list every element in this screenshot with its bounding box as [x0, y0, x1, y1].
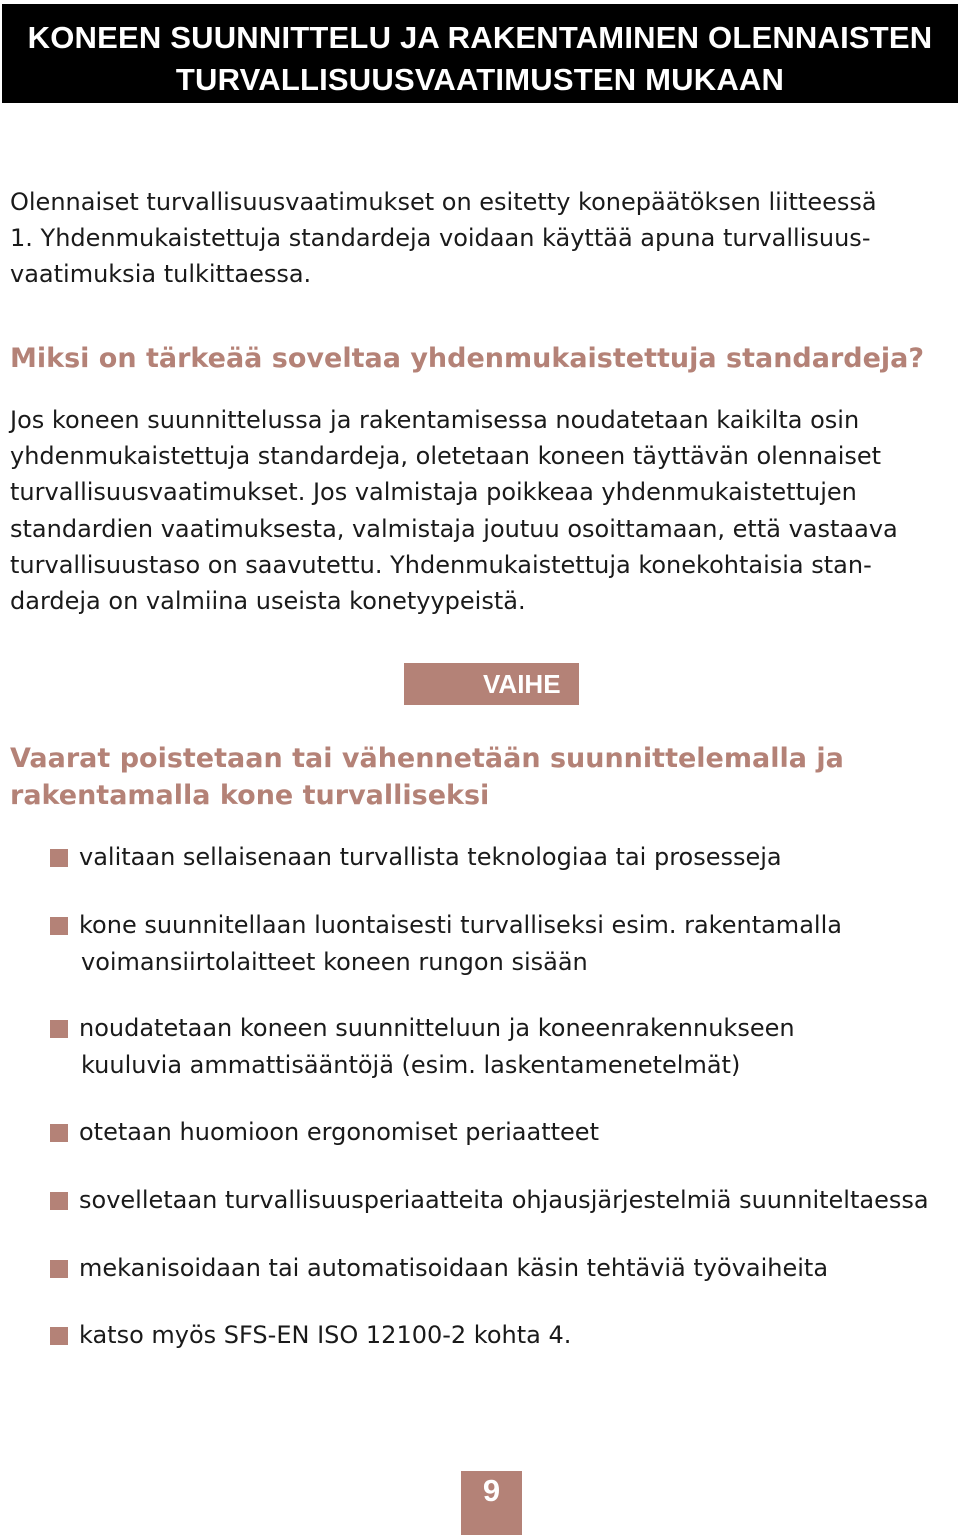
- square-bullet-icon: [50, 1192, 68, 1210]
- list-item-text-continuation: voimansiirtolaitteet koneen rungon sisään: [81, 947, 588, 976]
- square-bullet-icon: [50, 1327, 68, 1345]
- list-item-text: valitaan sellaisenaan turvallista teknologiaa tai prosesseja: [79, 843, 782, 871]
- header-title-line-1: KONEEN SUUNNITTELU JA RAKENTAMINEN OLENNAISTEN: [27, 20, 933, 55]
- intro-line: vaatimuksia tulkittaessa.: [10, 260, 312, 289]
- square-bullet-icon: [50, 1124, 68, 1142]
- page-header: [2, 4, 958, 103]
- square-bullet-icon: [50, 849, 68, 867]
- section2-heading-line: Vaarat poistetaan tai vähennetään suunnittelemalla ja: [10, 743, 844, 774]
- section1-line: yhdenmukaistettuja standardeja, oletetaan koneen täyttävän olennaiset: [10, 442, 882, 471]
- section1-line: standardien vaatimuksesta, valmistaja joutuu osoittamaan, että vastaava: [10, 514, 898, 543]
- list-item-text: katso myös SFS-EN ISO 12100-2 kohta 4.: [79, 1321, 572, 1349]
- list-item-text: noudatetaan koneen suunnitteluun ja koneenrakennukseen: [79, 1014, 795, 1042]
- intro-paragraph: [10, 184, 958, 293]
- section2-heading: [10, 740, 844, 814]
- page-number-box: [461, 1471, 522, 1535]
- page-number: 9: [482, 1473, 501, 1508]
- section1-line: turvallisuusvaatimukset. Jos valmistaja poikkeaa yhdenmukaistettujen: [10, 478, 857, 507]
- intro-line: Olennaiset turvallisuusvaatimukset on esitetty konepäätöksen liitteessä: [10, 188, 877, 216]
- section1-line: turvallisuustaso on saavutettu. Yhdenmukaistettuja konekohtaisia stan-: [10, 550, 872, 579]
- section1-line: Jos koneen suunnittelussa ja rakentamisessa noudatetaan kaikilta osin: [10, 406, 860, 434]
- square-bullet-icon: [50, 1260, 68, 1278]
- section2-heading-line: rakentamalla kone turvalliseksi: [10, 780, 490, 811]
- list-item-text: otetaan huomioon ergonomiset periaatteet: [79, 1118, 599, 1146]
- list-item-text-continuation: kuuluvia ammattisääntöjä (esim. laskentamenetelmät): [81, 1050, 741, 1079]
- intro-line: 1. Yhdenmukaistettuja standardeja voidaan käyttää apuna turvallisuus-: [10, 224, 871, 253]
- list-item-text: kone suunnitellaan luontaisesti turvalliseksi esim. rakentamalla: [79, 911, 842, 939]
- stage-label-box: [404, 663, 579, 705]
- list-item-text: sovelletaan turvallisuusperiaatteita ohjausjärjestelmiä suunniteltaessa: [79, 1186, 929, 1214]
- square-bullet-icon: [50, 1020, 68, 1038]
- stage-label: VAIHE: [483, 669, 561, 699]
- section1-heading: Miksi on tärkeää soveltaa yhdenmukaistettuja standardeja?: [10, 343, 925, 374]
- square-bullet-icon: [50, 917, 68, 935]
- section1-line: dardeja on valmiina useista konetyypeistä.: [10, 587, 526, 616]
- header-title-line-2: TURVALLISUUSVAATIMUSTEN MUKAAN: [175, 62, 785, 97]
- section1-paragraph: [10, 402, 958, 619]
- list-item-text: mekanisoidaan tai automatisoidaan käsin tehtäviä työvaiheita: [79, 1254, 829, 1282]
